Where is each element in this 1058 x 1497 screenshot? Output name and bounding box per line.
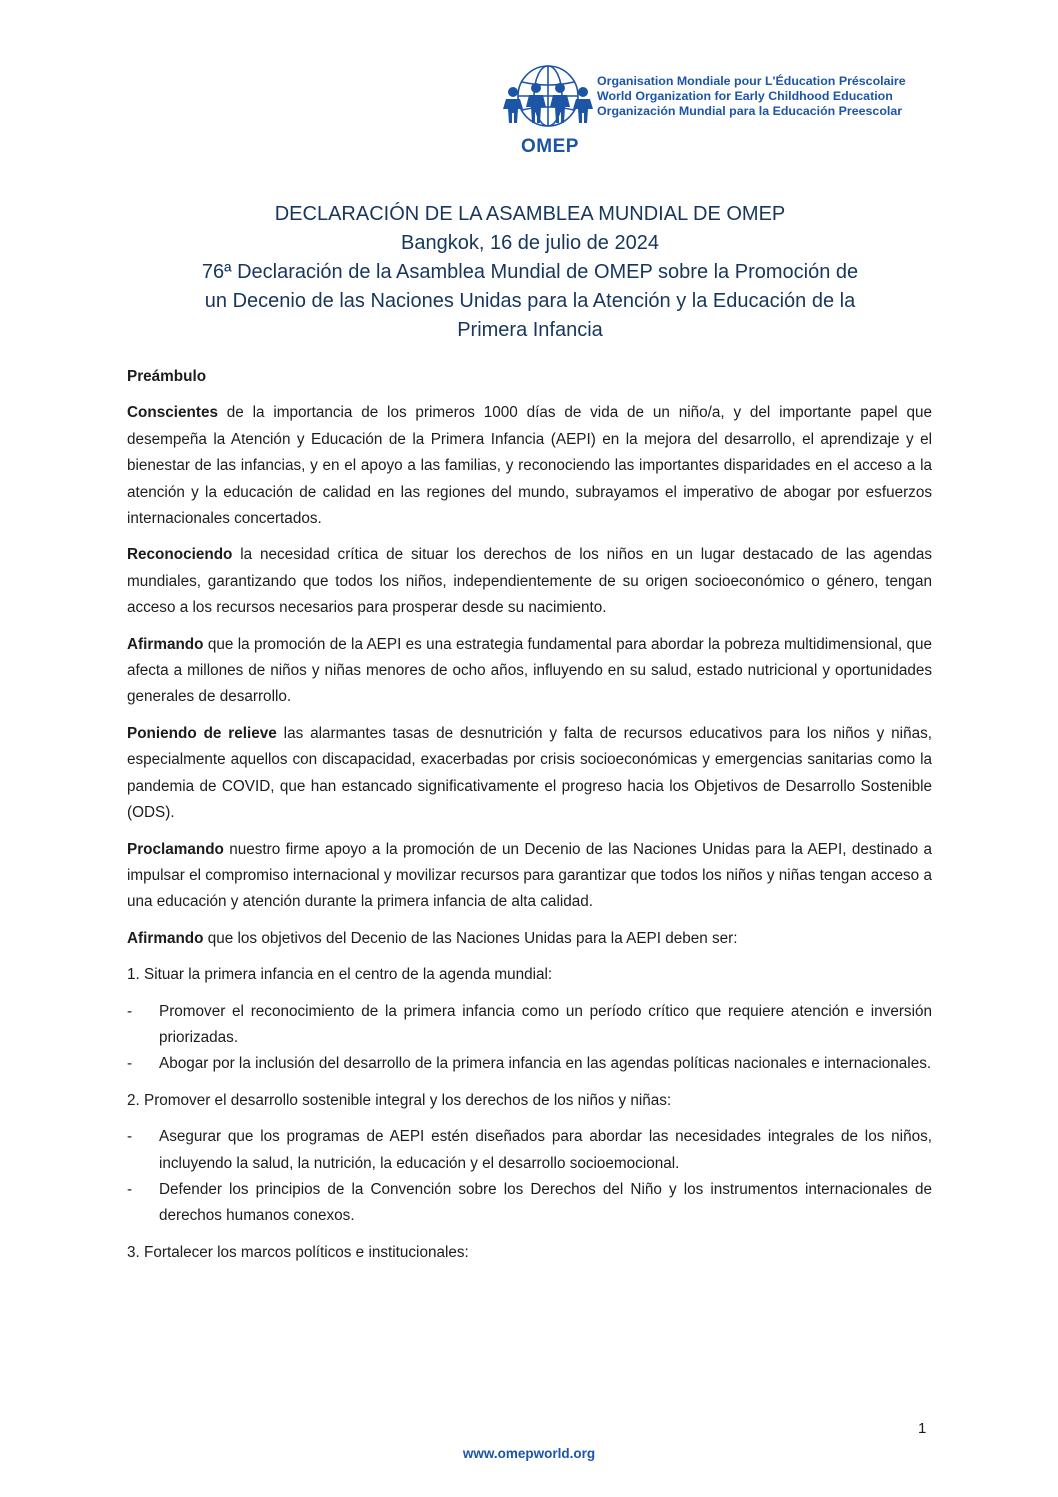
paragraph-lead: Conscientes (127, 404, 218, 422)
paragraph-text: las alarmantes tasas de desnutrición y falta de recursos educativos para los niños y niñas, especialmente aquellos con discapacidad, exacerbadas por crisis socioeconómicas y emergencias sanitarias como la pandemia de COVID, que han estancado significativamente el progreso hacia los Objetivos de Desarrollo Sostenible (ODS). (127, 724, 932, 822)
paragraph-lead: Reconociendo (127, 546, 233, 564)
paragraph-lead: Afirmando (127, 635, 204, 653)
paragraph-lead: Proclamando (127, 840, 224, 858)
dash-bullet-icon: - (127, 1002, 133, 1020)
list-item (127, 1051, 932, 1077)
list-item-text: Defender los principios de la Convención sobre los Derechos del Niño y los instrumentos internacionales de derechos humanos conexos. (159, 1180, 932, 1225)
page-number: 1 (918, 1420, 927, 1437)
list-item (127, 1177, 932, 1230)
title-line-5: Primera Infancia (457, 319, 603, 341)
objective-title-3: 3. Fortalecer los marcos políticos e institucionales: (127, 1243, 469, 1261)
title-line-2: Bangkok, 16 de julio de 2024 (401, 232, 659, 254)
title-line-1: DECLARACIÓN DE LA ASAMBLEA MUNDIAL DE OMEP (274, 203, 786, 225)
paragraph-afirmando (127, 632, 932, 711)
list-item (127, 1124, 932, 1177)
org-name-english: World Organization for Early Childhood Education (597, 89, 893, 103)
paragraph-text: de la importancia de los primeros 1000 días de vida de un niño/a, y del importante papel que desempeña la Atención y Educación de la Primera Infancia (AEPI) en la mejora del desarrollo, el aprendizaje y el bienestar de las infancias, y en el apoyo a las familias, y reconociendo las importantes disparidades en el acceso a la atención y la educación de calidad en las regiones del mundo, subrayamos el imperativo de abogar por esfuerzos internacionales concertados. (127, 404, 932, 528)
document-body (127, 364, 932, 1276)
paragraph-text: que los objetivos del Decenio de las Naciones Unidas para la AEPI deben ser: (203, 929, 738, 947)
paragraph-reconociendo (127, 542, 932, 621)
dash-bullet-icon: - (127, 1055, 133, 1073)
paragraph-conscientes (127, 400, 932, 532)
list-item-text: Asegurar que los programas de AEPI estén diseñados para abordar las necesidades integrales de los niños, incluyendo la salud, la nutrición, la educación y el desarrollo socioemocional. (159, 1128, 932, 1172)
org-name-spanish: Organización Mundial para la Educación Preescolar (597, 104, 903, 118)
list-item-text: Promover el reconocimiento de la primera infancia como un período crítico que requiere atención e inversión priorizadas. (159, 1002, 932, 1046)
document-title (120, 200, 940, 345)
list-item-text: Abogar por la inclusión del desarrollo de la primera infancia en las agendas políticas nacionales e internacionales. (159, 1055, 932, 1073)
paragraph-lead: Afirmando (127, 929, 204, 947)
org-name-french: Organisation Mondiale pour L'Éducation Préscolaire (597, 74, 906, 88)
objective-title-1: 1. Situar la primera infancia en el centro de la agenda mundial: (127, 966, 553, 984)
logo-wordmark: OMEP (521, 136, 579, 157)
title-line-3: 76ª Declaración de la Asamblea Mundial de OMEP sobre la Promoción de (201, 261, 859, 283)
paragraph-poniendo-de-relieve (127, 721, 932, 827)
organization-names (597, 74, 906, 119)
objective-title-2: 2. Promover el desarrollo sostenible integral y los derechos de los niños y niñas: (127, 1091, 672, 1109)
footer-website-link[interactable]: www.omepworld.org (462, 1446, 596, 1461)
paragraph-afirmando-objetivos (127, 926, 932, 952)
dash-bullet-icon: - (127, 1180, 133, 1198)
omep-logo (500, 62, 920, 162)
objective-list-2 (127, 1124, 932, 1230)
paragraph-proclamando (127, 837, 932, 916)
list-item (127, 999, 932, 1052)
paragraph-text: la necesidad crítica de situar los derechos de los niños en un lugar destacado de las agendas mundiales, garantizando que todos los niños, independientemente de su origen socioeconómico o género, tengan acceso a los recursos necesarios para prosperar desde su nacimiento. (127, 546, 932, 617)
paragraph-text: nuestro firme apoyo a la promoción de un Decenio de las Naciones Unidas para la AEPI, destinado a impulsar el compromiso internacional y movilizar recursos para garantizar que todos los niños y niñas tengan acceso a una educación y atención durante la primera infancia de alta calidad. (127, 840, 932, 911)
paragraph-lead: Poniendo de relieve (127, 724, 277, 742)
paragraph-text: que la promoción de la AEPI es una estrategia fundamental para abordar la pobreza multidimensional, que afecta a millones de niños y niñas menores de ocho años, influyendo en su salud, estado nutricional y oportunidades generales de desarrollo. (127, 635, 932, 706)
section-heading-preamble: Preámbulo (127, 368, 207, 385)
objective-list-1 (127, 999, 932, 1078)
dash-bullet-icon: - (127, 1128, 133, 1146)
title-line-4: un Decenio de las Naciones Unidas para la Atención y la Educación de la (204, 290, 856, 312)
